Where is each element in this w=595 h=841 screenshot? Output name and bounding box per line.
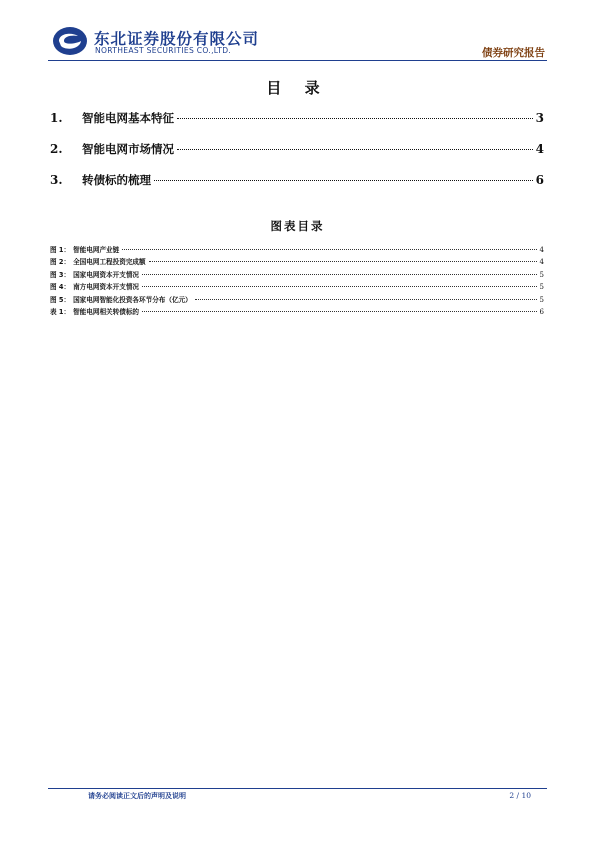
figure-entry-page: 5	[539, 283, 544, 292]
figure-list	[50, 244, 544, 318]
figure-entry-prefix: 图 5：	[50, 295, 71, 304]
toc-leader	[177, 149, 533, 150]
figure-entry-label: 智能电网相关转债标的	[73, 307, 140, 316]
company-name-en: NORTHEAST SECURITIES CO.,LTD.	[95, 46, 232, 55]
footer-divider	[48, 788, 547, 789]
figure-entry[interactable]	[50, 244, 544, 256]
toc-entry-label: 智能电网市场情况	[82, 142, 174, 156]
figure-entry-page: 5	[539, 295, 544, 304]
figure-entry-label: 南方电网资本开支情况	[73, 283, 140, 292]
figure-entry[interactable]	[50, 294, 544, 306]
toc-leader	[177, 118, 533, 119]
figure-leader	[142, 274, 537, 275]
toc-entry-number: 1.	[50, 111, 63, 125]
company-logo-icon	[52, 26, 88, 56]
figure-leader	[195, 299, 537, 300]
figure-entry-label: 智能电网产业链	[73, 246, 120, 254]
toc-entry-label: 转债标的梳理	[82, 173, 151, 187]
page-number: 2 / 10	[509, 791, 531, 800]
figure-entry-page: 6	[539, 307, 544, 316]
figure-entry[interactable]	[50, 281, 544, 293]
figure-entry[interactable]	[50, 306, 544, 318]
figure-leader	[142, 286, 537, 287]
header-divider	[48, 60, 547, 61]
toc-entry[interactable]	[50, 110, 544, 141]
table-of-contents	[50, 110, 544, 203]
figure-entry-page: 4	[539, 246, 544, 254]
figure-entry[interactable]	[50, 256, 544, 268]
toc-entry[interactable]	[50, 172, 544, 203]
figure-entry-prefix: 图 2：	[50, 258, 71, 267]
report-type: 债券研究报告	[482, 47, 545, 59]
toc-entry-page: 3	[535, 111, 544, 125]
figure-entry-prefix: 图 3：	[50, 270, 71, 279]
toc-leader	[154, 180, 533, 181]
figures-title: 图表目录	[270, 219, 325, 233]
toc-entry-number: 2.	[50, 142, 63, 156]
toc-entry[interactable]	[50, 141, 544, 172]
figure-entry-label: 国家电网智能化投资各环节分布（亿元）	[73, 295, 192, 304]
figure-entry-page: 5	[539, 270, 544, 279]
toc-title: 目 录	[266, 79, 329, 97]
footer-disclaimer: 请务必阅读正文后的声明及说明	[88, 792, 186, 800]
figure-entry-prefix: 图 4：	[50, 283, 71, 292]
company-name-cn: 东北证券股份有限公司	[94, 30, 260, 48]
toc-entry-number: 3.	[50, 173, 63, 187]
toc-entry-page: 4	[535, 142, 544, 156]
figure-entry-label: 国家电网资本开支情况	[73, 270, 140, 279]
figure-leader	[149, 261, 537, 262]
figure-leader	[122, 249, 536, 250]
figure-entry-label: 全国电网工程投资完成额	[73, 258, 146, 267]
toc-entry-page: 6	[535, 173, 544, 187]
figure-entry-page: 4	[539, 258, 544, 267]
toc-entry-label: 智能电网基本特征	[82, 111, 174, 125]
figure-entry[interactable]	[50, 269, 544, 281]
figure-entry-prefix: 表 1：	[50, 307, 71, 316]
figure-entry-prefix: 图 1：	[50, 246, 71, 254]
figure-leader	[142, 311, 537, 312]
